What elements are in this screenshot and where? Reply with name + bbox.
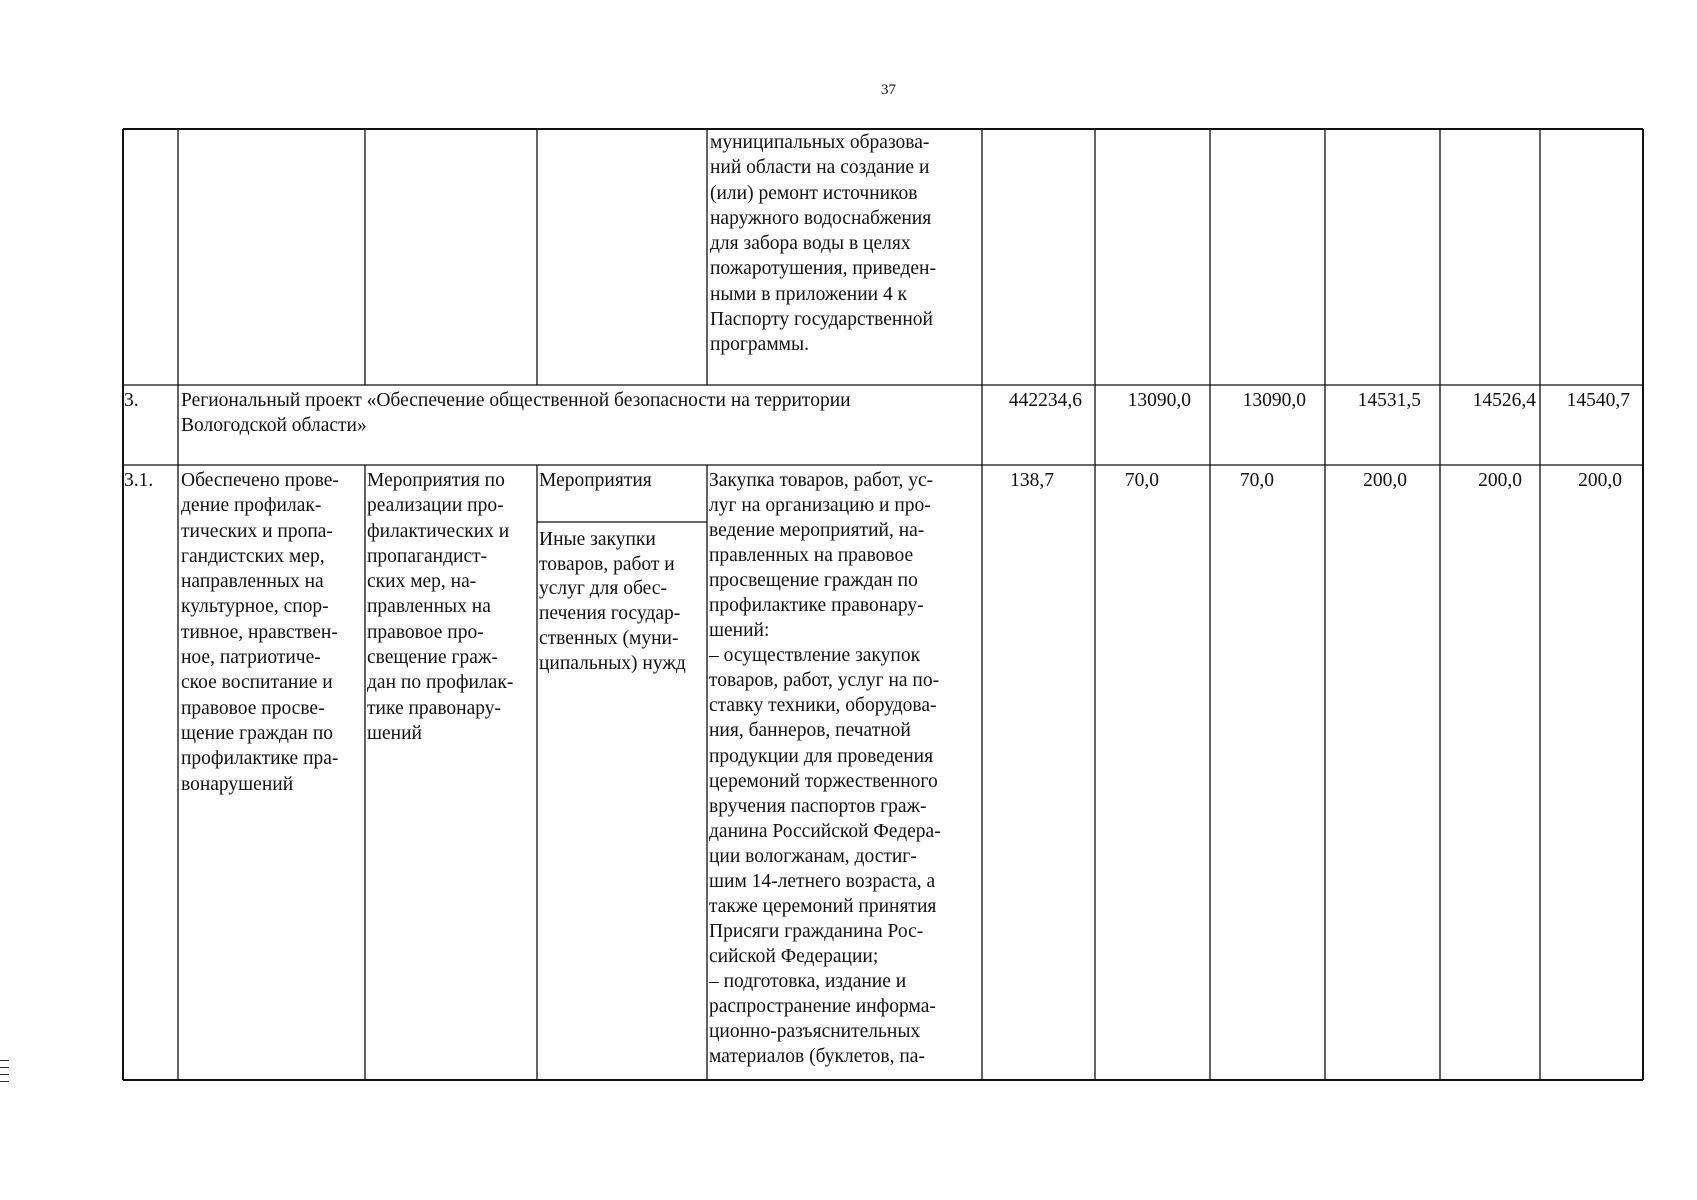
item-value-6: 200,0 [1578,470,1622,491]
item-value-total: 138,7 [1010,470,1054,491]
project-number: 3. [124,390,139,411]
item-type-top: Мероприятия [539,470,652,491]
item-value-5: 200,0 [1478,470,1522,491]
continuation-description: муниципальных образова- ний области на создание и (или) ремонт источников наружного водоснабжения для забора воды в целях пожаротушения, приведен- ными в приложении 4 к Паспорту государственной программы. [710,132,936,356]
project-value-6: 14540,7 [1566,390,1630,411]
item-value-2: 70,0 [1124,470,1159,491]
project-value-4: 14531,5 [1357,390,1421,411]
item-measure: Мероприятия по реализации про- филактических и пропагандист- ских мер, на- правленных на правовое про- свещение граж- дан по профилак- тике правонару- шений [367,470,514,744]
project-value-5: 14526,4 [1472,390,1536,411]
item-value-4: 200,0 [1363,470,1407,491]
item-value-3: 70,0 [1239,470,1274,491]
item-description: Закупка товаров, работ, ус- луг на организацию и про- ведение мероприятий, на- правленных на правовое просвещение граждан по профилактике правонару- шений: – осуществление закупок товаров, работ, услуг на по- ставку техники, оборудова- ния, баннеров, печатной продукции для проведения церемоний торжественного вручения паспортов граж- данина Российской Федера- ции вологжанам, достиг- шим 14-летнего возраста, а также церемоний принятия Присяги гражданина Рос- сийской Федерации; – подготовка, издание и распространение информа- ционно-разъяснительных материалов (буклетов, па- [709,470,941,1068]
margin-marks [0,1060,10,1088]
item-result: Обеспечено прове- дение профилак- тических и пропа- гандистских мер, направленных на культурное, спор- тивное, нравствен- ное, патриотиче- ское воспитание и правовое просве- щение граждан по профилактике пра- вонарушений [181,470,339,795]
project-value-2: 13090,0 [1127,390,1191,411]
item-type-bottom: Иные закупки товаров, работ и услуг для обес- печения государ- ственных (муни- ципальных) нужд [539,529,686,674]
project-value-total: 442234,6 [1008,390,1082,411]
item-number: 3.1. [124,470,154,491]
page-number: 37 [881,82,896,98]
project-title: Региональный проект «Обеспечение общественной безопасности на территории Вологодской области» [181,390,851,437]
project-value-3: 13090,0 [1242,390,1306,411]
